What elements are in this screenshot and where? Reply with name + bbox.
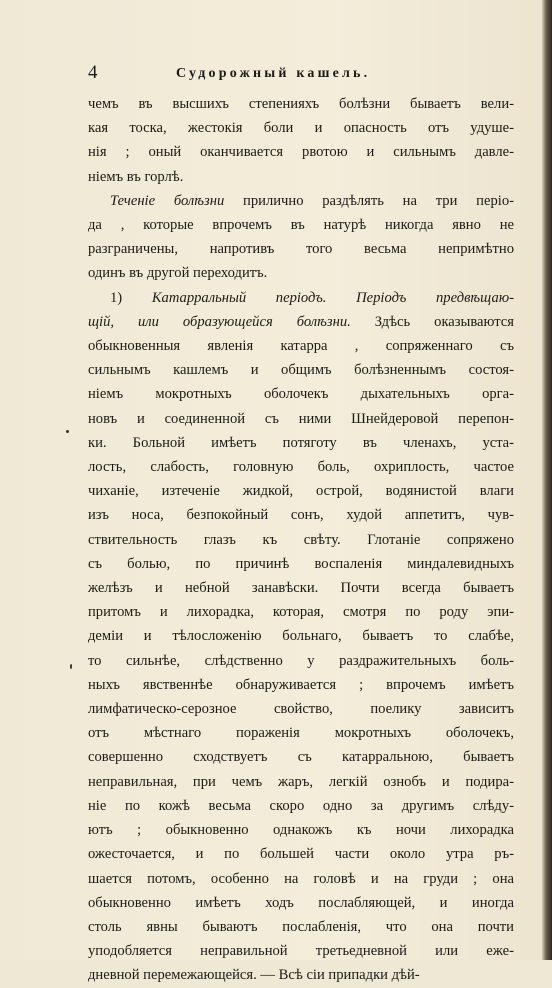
text-line: ствительность глазъ къ свѣту. Глотаніе сопряжено <box>88 531 514 548</box>
text-line: то сильнѣе, слѣдственно у раздражительныхъ боль- <box>88 652 514 669</box>
page-number: 4 <box>88 62 98 83</box>
text-line: разграничены, напротивъ того весьма непримѣтно <box>88 241 514 258</box>
text-line: лость, слабость, головную боль, охриплость, частое <box>88 459 514 476</box>
text-line: желѣзъ и небной занавѣски. Почти всегда бываетъ <box>88 580 514 597</box>
text-line: ныхъ явственнѣе обнаруживается ; впрочемъ имѣетъ <box>88 676 514 693</box>
text-line <box>88 189 514 213</box>
text-line: сильнымъ кашлемъ и общимъ болѣзненнымъ состоя- <box>88 362 514 379</box>
text-line <box>88 286 514 310</box>
text-run: Здѣсь оказываются <box>350 313 514 330</box>
page-edge-shadow <box>542 0 552 960</box>
text-run: прилично раздѣлять на три періо- <box>224 192 514 209</box>
text-line: деміи и тѣлосложенію больнаго, бываетъ то слабѣе, <box>88 628 514 645</box>
text-line: притомъ и лихорадка, которая, смотря по роду эпи- <box>88 604 514 621</box>
text-line: ніе по кожѣ весьма скоро одно за другимъ слѣду- <box>88 797 514 814</box>
running-title: Судорожный кашель. <box>176 66 371 81</box>
text-line: лимфатическо-серозное свойство, поелику зависитъ <box>88 701 514 718</box>
text-line: нія ; оный оканчивается рвотою и сильнымъ давле- <box>88 144 514 161</box>
text-line: отъ мѣстнаго пораженія мокротныхъ оболочекъ, <box>88 725 514 742</box>
text-line: ки. Больной имѣетъ потяготу въ членахъ, устa- <box>88 434 514 451</box>
text-line: чемъ въ высшихъ степенияхъ болѣзни бываетъ вели- <box>88 96 514 112</box>
ink-speck <box>70 664 72 669</box>
page-header <box>88 62 516 86</box>
text-line <box>88 310 514 334</box>
body-text <box>88 92 514 988</box>
paragraph <box>88 286 514 988</box>
text-run: 1) <box>110 289 152 306</box>
text-line: ніемъ въ горлѣ. <box>88 168 184 185</box>
italic-term: щій, или образующейся болѣзни. <box>88 313 351 330</box>
text-line: ютъ ; обыкновенно однакожъ къ ночи лихорадка <box>88 822 514 839</box>
text-line: неправильная, при чемъ жаръ, легкій ознобъ и подира- <box>88 773 514 790</box>
paragraph <box>88 92 514 189</box>
text-line: ожесточается, и по большей части около утра ръ- <box>88 846 514 863</box>
text-line: уподобляется неправильной третьедневной или еже- <box>88 943 514 960</box>
italic-term: Теченіе болѣзни <box>110 192 225 209</box>
text-line: столь явны бываютъ послабленія, что она почти <box>88 918 514 935</box>
ink-speck <box>66 430 69 433</box>
text-line: шается потомъ, особенно на головѣ и на груди ; она <box>88 870 514 887</box>
text-line: дневной перемежающейся. — Всѣ сіи припадки дѣй- <box>88 967 420 984</box>
text-line: кая тоска, жестокія боли и опасность отъ удуше- <box>88 120 514 137</box>
text-line: обыкновенно имѣетъ ходъ послабляющей, и иногда <box>88 894 514 911</box>
text-line: новъ и соединенной съ ними Шнейдеровой перепон- <box>88 410 514 427</box>
text-line: совершенно сходствуетъ съ катарральною, бываетъ <box>88 749 514 766</box>
text-line: да , которые впрочемъ въ натурѣ никогда явно не <box>88 217 514 234</box>
text-line: съ болью, по причинѣ воспаленія миндалевидныхъ <box>88 555 514 572</box>
text-line: изъ носа, безпокойный сонъ, худой аппетитъ, чув- <box>88 507 514 524</box>
italic-term: Катарральный періодъ. Періодъ предвѣщаю- <box>151 289 514 306</box>
text-line: одинъ въ другой переходитъ. <box>88 265 268 282</box>
text-line: ніемъ мокротныхъ оболочекъ дыхательныхъ орга- <box>88 386 514 403</box>
paragraph <box>88 189 514 286</box>
text-line: чиханіе, изтеченіе жидкой, острой, водянистой влаги <box>88 483 514 500</box>
text-line: обыкновенныя явленія катарра , сопряженнаго съ <box>88 338 514 355</box>
